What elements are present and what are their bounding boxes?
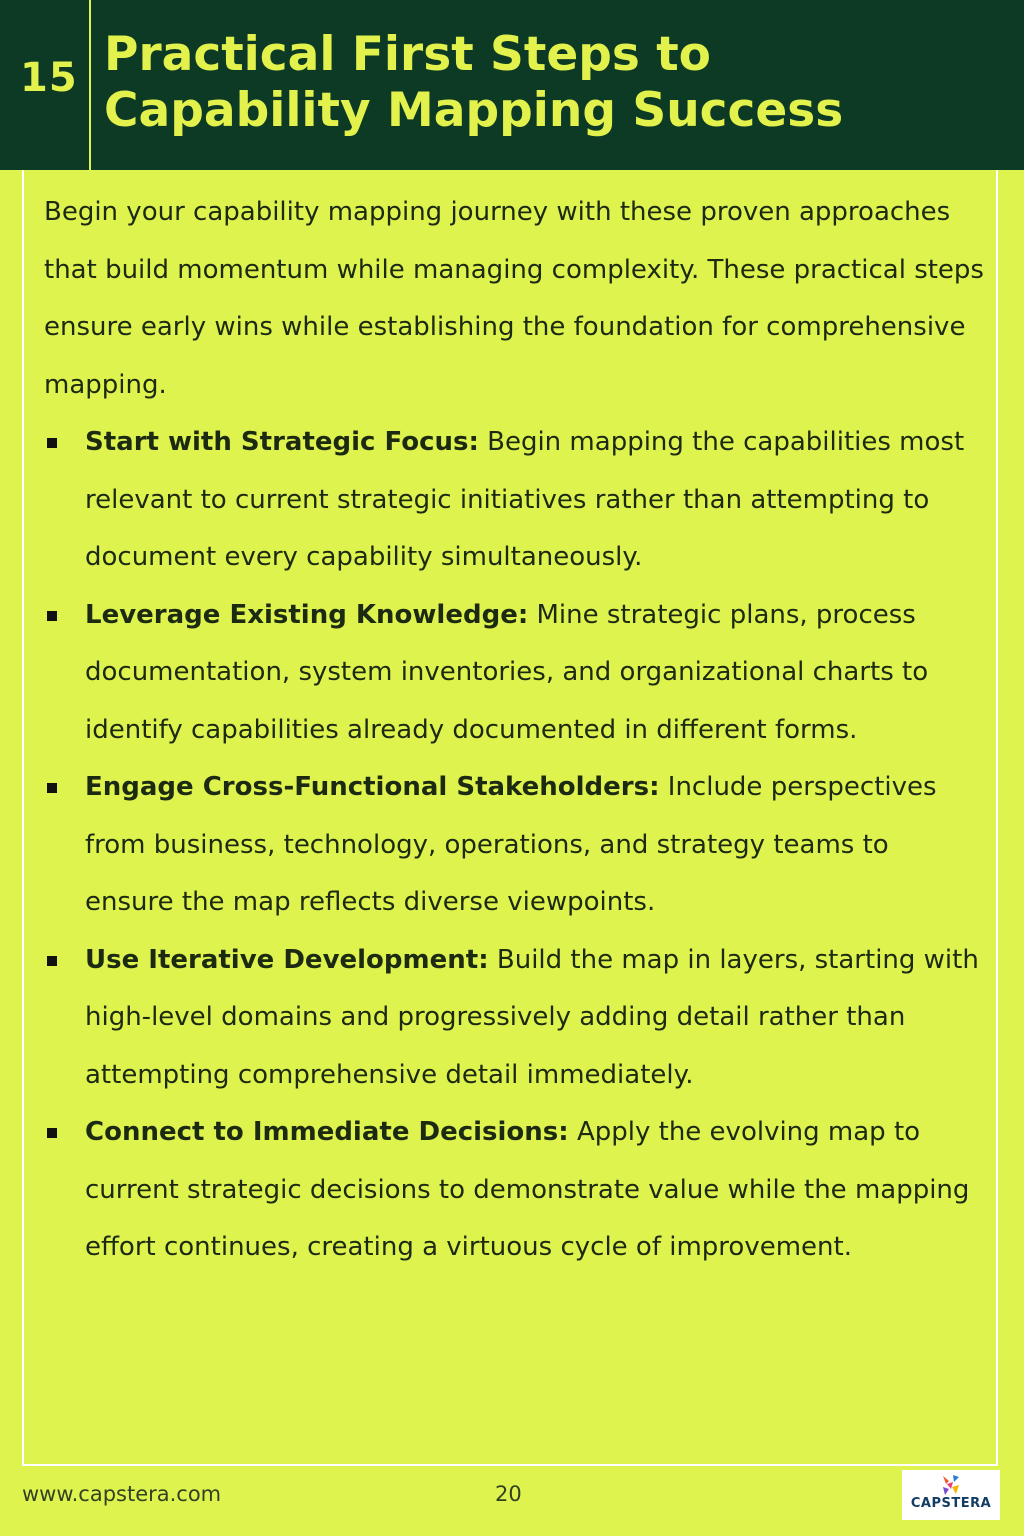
page-header <box>0 0 1024 170</box>
steps-list <box>44 414 984 1277</box>
step-title: Engage Cross-Functional Stakeholders: <box>85 772 660 802</box>
section-number: 15 <box>20 55 78 101</box>
square-bullet-icon <box>47 783 57 793</box>
square-bullet-icon <box>47 956 57 966</box>
list-item <box>44 759 984 932</box>
list-item <box>44 1104 984 1277</box>
website-link[interactable]: www.capstera.com <box>22 1482 222 1506</box>
square-bullet-icon <box>47 1128 57 1138</box>
step-title: Start with Strategic Focus: <box>85 427 479 457</box>
capstera-logo <box>902 1470 1000 1520</box>
page-title: Practical First Steps to Capability Mapping Success <box>104 27 844 138</box>
step-description: Include perspectives from business, technology, operations, and strategy teams to ensure the map reflects diverse viewpoints. <box>85 772 937 917</box>
page-number: 20 <box>495 1482 522 1506</box>
intro-paragraph: Begin your capability mapping journey with these proven approaches that build momentum while managing complexity. These practical steps ensure early wins while establishing the foundation for comprehensive mapping. <box>44 197 984 400</box>
square-bullet-icon <box>47 611 57 621</box>
list-item <box>44 587 984 760</box>
square-bullet-icon <box>47 438 57 448</box>
capstera-logo-icon <box>939 1473 963 1497</box>
step-title: Leverage Existing Knowledge: <box>85 599 529 630</box>
header-divider <box>89 0 91 170</box>
step-title: Use Iterative Development: <box>85 944 489 975</box>
list-item <box>44 414 984 587</box>
list-item <box>44 932 984 1105</box>
step-description: Build the map in layers, starting with high-level domains and progressively adding detail rather than attempting comprehensive detail immediately. <box>85 944 979 1090</box>
step-description: Apply the evolving map to current strategic decisions to demonstrate value while the mapping effort continues, creating a virtuous cycle of improvement. <box>85 1117 970 1262</box>
logo-text: CAPSTERA <box>910 1496 992 1511</box>
step-description: Mine strategic plans, process documentation, system inventories, and organizational charts to identify capabilities already documented in different forms. <box>85 599 929 745</box>
step-description: Begin mapping the capabilities most relevant to current strategic initiatives rather than attempting to document every capability simultaneously. <box>85 427 965 572</box>
step-title: Connect to Immediate Decisions: <box>85 1117 569 1147</box>
